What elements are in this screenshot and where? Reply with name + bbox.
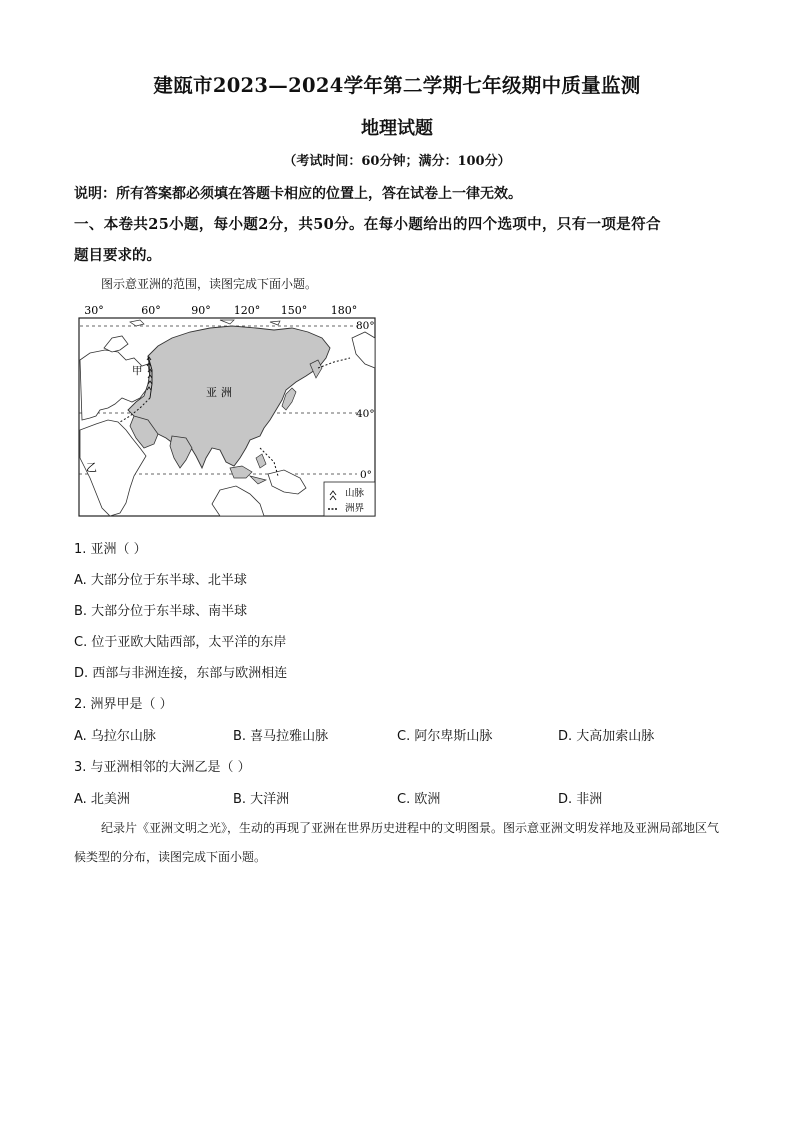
q2-option-c[interactable]: C. 阿尔卑斯山脉 <box>397 729 493 744</box>
q1-option-c[interactable]: C. 位于亚欧大陆西部，太平洋的东岸 <box>74 635 287 650</box>
exam-info: （考试时间：60分钟；满分：100分） <box>283 154 511 169</box>
q1-option-b[interactable]: B. 大部分位于东半球、南半球 <box>74 604 248 619</box>
question-2: 2. 洲界甲是（ ） <box>74 697 173 712</box>
lat-label-0: 0° <box>360 469 372 481</box>
q3-option-c[interactable]: C. 欧洲 <box>397 792 441 807</box>
lon-label-120: 120° <box>233 304 261 317</box>
lon-label-30: 30° <box>84 304 104 317</box>
label-jia: 甲 <box>132 365 143 377</box>
asia-map <box>60 298 390 523</box>
map-intro: 图示意亚洲的范围，读图完成下面小题。 <box>101 277 318 291</box>
q2-option-a[interactable]: A. 乌拉尔山脉 <box>74 729 156 744</box>
notice-text: 说明：所有答案都必须填在答题卡相应的位置上，答在试卷上一律无效。 <box>74 186 522 202</box>
q1-option-d[interactable]: D. 西部与非洲连接，东部与欧洲相连 <box>74 666 288 681</box>
lat-label-80: 80° <box>356 320 375 332</box>
label-yi: 乙 <box>86 461 97 474</box>
asia-label: 亚洲 <box>206 386 236 399</box>
question-1: 1. 亚洲（ ） <box>74 542 147 557</box>
legend-boundary-label: 洲界 <box>345 503 365 514</box>
lon-label-150: 150° <box>280 304 308 317</box>
exam-title: 建瓯市2023—2024学年第二学期七年级期中质量监测 <box>153 74 641 97</box>
q3-option-b[interactable]: B. 大洋洲 <box>233 792 290 807</box>
lon-label-180: 180° <box>330 304 358 317</box>
legend-mountain-label: 山脉 <box>345 488 365 499</box>
question-3: 3. 与亚洲相邻的大洲乙是（ ） <box>74 760 251 775</box>
section-heading-line2: 题目要求的。 <box>74 247 161 264</box>
lon-label-90: 90° <box>191 304 211 317</box>
q3-option-d[interactable]: D. 非洲 <box>558 792 603 807</box>
section-heading-line1: 一、本卷共25小题，每小题2分，共50分。在每小题给出的四个选项中，只有一项是符合 <box>74 216 661 233</box>
q2-option-d[interactable]: D. 大高加索山脉 <box>558 729 655 744</box>
subject-title: 地理试题 <box>361 118 433 139</box>
second-intro-paragraph: 纪录片《亚洲文明之光》，生动的再现了亚洲在世界历史进程中的文明图景。图示意亚洲文明发祥地及亚洲局部地区气候类型的分布，读图完成下面小题。 <box>74 821 720 864</box>
q2-option-b[interactable]: B. 喜马拉雅山脉 <box>233 729 329 744</box>
q1-option-a[interactable]: A. 大部分位于东半球、北半球 <box>74 573 247 588</box>
lat-label-40: 40° <box>356 408 375 420</box>
q3-option-a[interactable]: A. 北美洲 <box>74 792 130 807</box>
lon-label-60: 60° <box>141 304 161 317</box>
